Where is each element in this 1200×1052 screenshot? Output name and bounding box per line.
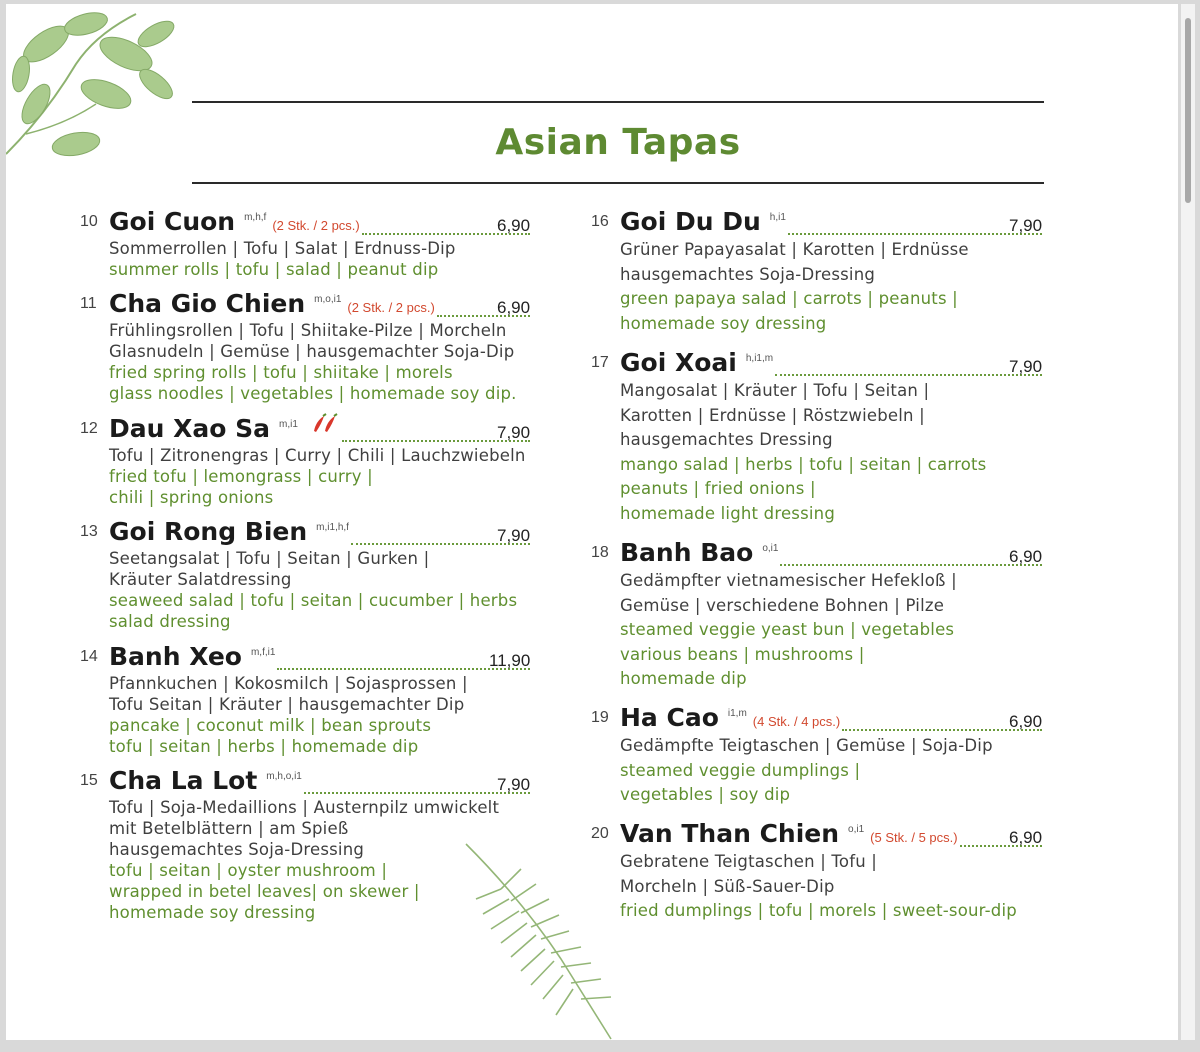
item-description xyxy=(620,850,1017,924)
item-price: 6,90 xyxy=(1009,547,1043,566)
item-header xyxy=(620,705,840,731)
description-english: vegetables | soy dip xyxy=(620,785,791,804)
title-top-rule xyxy=(192,101,1044,103)
item-header xyxy=(620,209,786,235)
item-name: Ha Cao xyxy=(620,703,719,732)
scrollbar-thumb[interactable] xyxy=(1185,18,1191,203)
item-name: Goi Rong Bien xyxy=(109,517,308,546)
description-german: Karotten | Erdnüsse | Röstzwiebeln | xyxy=(620,405,925,425)
description-english: various beans | mushrooms | xyxy=(620,644,865,664)
description-english: peanuts | fried onions | xyxy=(620,479,816,498)
item-number: 20 xyxy=(591,825,609,842)
allergen-codes: o,i1 xyxy=(848,824,865,835)
item-name: Goi Du Du xyxy=(620,207,761,236)
item-number: 14 xyxy=(80,648,98,665)
description-german: Gebratene Teigtaschen | Tofu | xyxy=(620,852,878,871)
description-german: Tofu | Soja-Medaillions | Austernpilz umwickelt xyxy=(109,798,500,817)
description-german: Sommerrollen | Tofu | Salat | Erdnuss-Dip xyxy=(109,239,456,258)
description-german: Gedämpfter vietnamesischer Hefekloß | xyxy=(620,571,957,590)
dotted-leader xyxy=(788,233,1042,235)
item-description xyxy=(620,569,957,692)
item-price: 6,90 xyxy=(1009,712,1043,731)
description-english: homemade light dressing xyxy=(620,503,835,523)
description-english: fried tofu | lemongrass | curry | xyxy=(109,467,373,486)
description-german: Mangosalat | Kräuter | Tofu | Seitan | xyxy=(620,381,930,400)
portion-size: (4 Stk. / 4 pcs.) xyxy=(752,714,841,729)
item-name: Goi Xoai xyxy=(620,348,737,377)
item-header xyxy=(109,291,435,317)
item-name: Banh Xeo xyxy=(109,642,242,671)
description-german: Tofu Seitan | Kräuter | hausgemachter Dip xyxy=(109,695,465,714)
item-description xyxy=(109,445,526,508)
title-bottom-rule xyxy=(192,182,1044,184)
portion-size: (2 Stk. / 2 pcs.) xyxy=(272,218,360,233)
description-english: homemade soy dressing xyxy=(109,903,316,922)
description-german: Grüner Papayasalat | Karotten | Erdnüsse xyxy=(620,240,969,259)
description-german: Seetangsalat | Tofu | Seitan | Gurken | xyxy=(109,549,430,568)
item-price: 11,90 xyxy=(489,651,531,670)
item-header xyxy=(620,350,773,376)
description-german: Kräuter Salatdressing xyxy=(109,570,292,589)
item-number: 10 xyxy=(80,213,98,230)
allergen-codes: h,i1 xyxy=(769,212,786,223)
item-number: 16 xyxy=(591,213,609,230)
portion-size: (2 Stk. / 2 pcs.) xyxy=(347,300,435,315)
description-english: pancake | coconut milk | bean sprouts xyxy=(109,716,432,735)
allergen-codes: h,i1,m xyxy=(745,353,774,364)
description-english: tofu | seitan | herbs | homemade dip xyxy=(109,737,419,756)
item-price: 6,90 xyxy=(497,216,531,235)
description-english: summer rolls | tofu | salad | peanut dip xyxy=(109,260,439,279)
herb-leaves-decoration xyxy=(6,4,196,184)
allergen-codes: m,h,f xyxy=(244,212,267,223)
description-german: Tofu | Zitronengras | Curry | Chili | Lauchzwiebeln xyxy=(109,446,526,465)
item-description xyxy=(109,797,499,923)
description-german: Morcheln | Süß-Sauer-Dip xyxy=(620,876,835,896)
description-english: homemade soy dressing xyxy=(620,313,827,333)
portion-size: (5 Stk. / 5 pcs.) xyxy=(870,830,958,845)
description-german: hausgemachtes Dressing xyxy=(620,430,833,449)
dotted-leader xyxy=(780,564,1042,566)
item-number: 12 xyxy=(80,420,98,437)
description-english: chili | spring onions xyxy=(109,488,274,507)
item-header xyxy=(109,209,360,235)
description-english: steamed veggie dumplings | xyxy=(620,760,861,780)
dotted-leader xyxy=(775,374,1042,376)
description-german: mit Betelblättern | am Spieß xyxy=(109,819,349,838)
item-name: Banh Bao xyxy=(620,538,754,567)
item-number: 17 xyxy=(591,354,609,371)
item-header xyxy=(109,519,349,545)
item-price: 6,90 xyxy=(1009,828,1043,847)
description-english: glass noodles | vegetables | homemade soy dip. xyxy=(109,384,517,403)
item-number: 18 xyxy=(591,544,609,561)
allergen-codes: m,f,i1 xyxy=(250,647,276,658)
description-english: salad dressing xyxy=(109,612,231,631)
description-english: homemade dip xyxy=(620,669,747,688)
item-price: 7,90 xyxy=(1009,216,1043,235)
chili-icon xyxy=(310,413,340,437)
description-german: hausgemachtes Soja-Dressing xyxy=(620,264,876,284)
description-english: mango salad | herbs | tofu | seitan | carrots xyxy=(620,454,987,474)
description-german: Pfannkuchen | Kokosmilch | Sojasprossen | xyxy=(109,674,468,693)
description-english: green papaya salad | carrots | peanuts | xyxy=(620,289,958,308)
item-name: Cha La Lot xyxy=(109,766,258,795)
item-name: Goi Cuon xyxy=(109,207,236,236)
allergen-codes: m,i1,h,f xyxy=(316,522,349,533)
item-header xyxy=(109,768,302,794)
item-price: 7,90 xyxy=(1009,357,1043,376)
item-header xyxy=(620,540,778,566)
item-name: Cha Gio Chien xyxy=(109,289,306,318)
description-german: Gemüse | verschiedene Bohnen | Pilze xyxy=(620,595,945,615)
item-name: Dau Xao Sa xyxy=(109,414,271,443)
description-english: fried dumplings | tofu | morels | sweet-sour-dip xyxy=(620,901,1017,920)
allergen-codes: m,h,o,i1 xyxy=(266,771,302,782)
menu-page xyxy=(6,4,1178,1040)
description-english: tofu | seitan | oyster mushroom | xyxy=(109,861,388,880)
item-description xyxy=(620,734,993,808)
description-german: Gedämpfte Teigtaschen | Gemüse | Soja-Dip xyxy=(620,736,993,755)
item-number: 19 xyxy=(591,709,609,726)
item-description xyxy=(109,320,517,404)
item-description xyxy=(109,673,468,757)
item-price: 6,90 xyxy=(497,298,531,317)
page-title: Asian Tapas xyxy=(495,122,741,163)
description-english: wrapped in betel leaves| on skewer | xyxy=(109,882,420,901)
description-english: seaweed salad | tofu | seitan | cucumber | herbs xyxy=(109,591,518,610)
item-price: 7,90 xyxy=(497,423,531,442)
vertical-scrollbar[interactable] xyxy=(1181,4,1195,1040)
description-english: fried spring rolls | tofu | shiitake | morels xyxy=(109,363,453,382)
item-number: 13 xyxy=(80,523,98,540)
allergen-codes: m,i1 xyxy=(279,419,298,430)
description-german: Glasnudeln | Gemüse | hausgemachter Soja-Dip xyxy=(109,342,515,361)
item-header xyxy=(620,821,958,847)
item-number: 11 xyxy=(80,295,97,312)
allergen-codes: i1,m xyxy=(727,708,747,719)
item-name: Van Than Chien xyxy=(620,819,840,848)
item-description xyxy=(620,238,969,336)
item-description xyxy=(109,238,456,280)
description-german: Frühlingsrollen | Tofu | Shiitake-Pilze | Morcheln xyxy=(109,321,507,340)
item-header xyxy=(109,644,275,670)
item-price: 7,90 xyxy=(497,775,531,794)
allergen-codes: o,i1 xyxy=(762,543,779,554)
item-description xyxy=(620,379,986,526)
item-header xyxy=(109,416,340,442)
item-price: 7,90 xyxy=(497,526,531,545)
description-english: steamed veggie yeast bun | vegetables xyxy=(620,620,955,639)
description-german: hausgemachtes Soja-Dressing xyxy=(109,840,365,859)
allergen-codes: m,o,i1 xyxy=(314,294,342,305)
item-number: 15 xyxy=(80,772,98,789)
item-description xyxy=(109,548,517,632)
